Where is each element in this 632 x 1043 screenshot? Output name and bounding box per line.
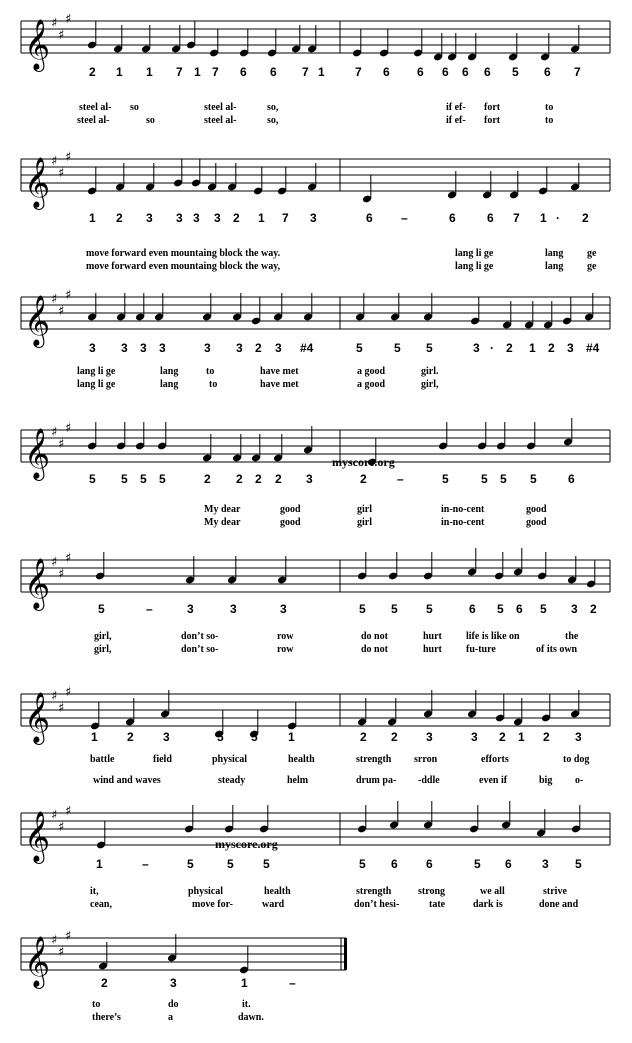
sharp-key-signature: ♯ — [65, 12, 72, 27]
jianpu-note: 7 — [355, 65, 362, 79]
jianpu-note: 3 — [471, 730, 478, 744]
lyric-syllable: so — [146, 115, 155, 126]
sharp-key-signature: ♯ — [58, 945, 65, 960]
jianpu-note: 2 — [204, 472, 211, 486]
jianpu-note: #4 — [586, 341, 600, 355]
jianpu-note: 3 — [121, 341, 128, 355]
jianpu-note: 7 — [513, 211, 520, 225]
jianpu-note: 2 — [360, 472, 367, 486]
jianpu-note: 6 — [487, 211, 494, 225]
lyric-syllable: fu-ture — [466, 644, 496, 655]
jianpu-note: 6 — [505, 857, 512, 871]
lyric-syllable: lang — [160, 366, 179, 377]
jianpu-note: 6 — [516, 602, 523, 616]
lyric-syllable: a good — [357, 379, 386, 390]
lyric-syllable: lang — [545, 261, 564, 272]
lyric-syllable: efforts — [481, 754, 509, 765]
jianpu-note: 5 — [359, 857, 366, 871]
staff-system — [21, 929, 347, 989]
lyric-syllable: if ef- — [446, 115, 466, 126]
sharp-key-signature: ♯ — [51, 689, 58, 704]
lyric-syllable: strong — [418, 886, 446, 897]
jianpu-note: 5 — [391, 602, 398, 616]
lyric-syllable: hurt — [423, 644, 442, 655]
sharp-key-signature: ♯ — [65, 804, 72, 819]
lyric-syllable: My dear — [204, 504, 241, 515]
lyric-syllable: srron — [414, 754, 438, 765]
lyric-syllable: to — [209, 379, 218, 390]
staff-system — [21, 801, 610, 864]
lyric-syllable: steel al- — [79, 102, 112, 113]
treble-clef: 𝄞 — [24, 428, 51, 479]
lyric-syllable: don’t hesi- — [354, 899, 400, 910]
lyric-syllable: even if — [479, 775, 508, 786]
lyric-syllable: good — [526, 504, 547, 515]
sharp-key-signature: ♯ — [65, 150, 72, 165]
jianpu-note: 6 — [449, 211, 456, 225]
lyric-syllable: o- — [575, 775, 584, 786]
jianpu-note: – — [146, 602, 153, 616]
lyric-syllable: move for- — [192, 899, 233, 910]
lyric-syllable: girl, — [94, 644, 112, 655]
jianpu-note: 1 — [146, 65, 153, 79]
jianpu-note: 6 — [417, 65, 424, 79]
lyric-syllable: so, — [267, 115, 279, 126]
watermark: myscore.org — [215, 837, 278, 851]
jianpu-note: 3 — [280, 602, 287, 616]
lyric-syllable: fort — [484, 102, 501, 113]
lyric-syllable: lang li ge — [77, 366, 116, 377]
sharp-key-signature: ♯ — [65, 929, 72, 944]
jianpu-note: 5 — [540, 602, 547, 616]
jianpu-note: 5 — [474, 857, 481, 871]
lyric-syllable: tate — [429, 899, 446, 910]
lyric-syllable: of its own — [536, 644, 578, 655]
jianpu-note: 7 — [212, 65, 219, 79]
jianpu-note: 2 — [391, 730, 398, 744]
treble-clef: 𝄞 — [24, 558, 51, 609]
lyric-syllable: girl. — [421, 366, 439, 377]
jianpu-note: 1 — [91, 730, 98, 744]
lyric-syllable: battle — [90, 754, 115, 765]
lyric-syllable: girl, — [94, 631, 112, 642]
lyric-syllable: dark is — [473, 899, 503, 910]
lyric-syllable: wind and waves — [93, 775, 161, 786]
jianpu-note: 3 — [310, 211, 317, 225]
lyric-syllable: girl — [357, 517, 372, 528]
jianpu-note: 2 — [543, 730, 550, 744]
lyric-syllable: it. — [242, 999, 251, 1010]
lyric-syllable: so, — [267, 102, 279, 113]
lyric-syllable: steel al- — [204, 102, 237, 113]
jianpu-note: 6 — [366, 211, 373, 225]
lyric-syllable: row — [277, 631, 294, 642]
lyric-syllable: cean, — [90, 899, 112, 910]
jianpu-note: 5 — [356, 341, 363, 355]
sharp-key-signature: ♯ — [65, 421, 72, 436]
jianpu-note: 1 — [241, 976, 248, 990]
jianpu-note: 6 — [469, 602, 476, 616]
jianpu-note: 6 — [462, 65, 469, 79]
lyric-syllable: good — [526, 517, 547, 528]
lyric-syllable: My dear — [204, 517, 241, 528]
jianpu-note: 5 — [359, 602, 366, 616]
jianpu-note: 5 — [481, 472, 488, 486]
jianpu-note: 5 — [497, 602, 504, 616]
jianpu-note: 5 — [394, 341, 401, 355]
jianpu-note: 5 — [159, 472, 166, 486]
sharp-key-signature: ♯ — [51, 808, 58, 823]
jianpu-note: 6 — [544, 65, 551, 79]
jianpu-note: 7 — [302, 65, 309, 79]
jianpu-note: 2 — [275, 472, 282, 486]
jianpu-note: 5 — [442, 472, 449, 486]
treble-clef: 𝄞 — [24, 936, 51, 987]
sharp-key-signature: ♯ — [58, 820, 65, 835]
staff-system — [21, 12, 610, 72]
lyric-syllable: lang li ge — [77, 379, 116, 390]
jianpu-note: – — [397, 472, 404, 486]
lyric-syllable: row — [277, 644, 294, 655]
jianpu-note: 2 — [499, 730, 506, 744]
jianpu-note: 3 — [542, 857, 549, 871]
jianpu-note: 5 — [500, 472, 507, 486]
jianpu-note: – — [142, 857, 149, 871]
jianpu-note: 3 — [204, 341, 211, 355]
sharp-key-signature: ♯ — [51, 154, 58, 169]
lyric-syllable: we all — [480, 886, 505, 897]
lyric-syllable: don’t so- — [181, 644, 219, 655]
jianpu-note: 2 — [127, 730, 134, 744]
sharp-key-signature: ♯ — [58, 437, 65, 452]
jianpu-note: 2 — [548, 341, 555, 355]
jianpu-note: 5 — [512, 65, 519, 79]
lyric-syllable: lang li ge — [455, 261, 494, 272]
treble-clef: 𝄞 — [24, 19, 51, 70]
jianpu-note: 3 — [176, 211, 183, 225]
jianpu-note: 3 — [306, 472, 313, 486]
jianpu-note: 1 — [529, 341, 536, 355]
jianpu-note: 3 — [146, 211, 153, 225]
treble-clef: 𝄞 — [24, 157, 51, 208]
lyric-syllable: field — [153, 754, 172, 765]
lyric-syllable: ge — [587, 261, 597, 272]
jianpu-note: 2 — [582, 211, 589, 225]
sharp-key-signature: ♯ — [51, 933, 58, 948]
jianpu-note: 5 — [140, 472, 147, 486]
jianpu-note: 1 — [194, 65, 201, 79]
treble-clef: 𝄞 — [24, 295, 51, 346]
lyric-syllable: to dog — [563, 754, 590, 765]
jianpu-note: – — [289, 976, 296, 990]
jianpu-note: 3 — [159, 341, 166, 355]
lyric-syllable: ward — [262, 899, 285, 910]
jianpu-note: 1 — [96, 857, 103, 871]
jianpu-note: 5 — [575, 857, 582, 871]
jianpu-note: 5 — [187, 857, 194, 871]
lyric-syllable: physical — [212, 754, 248, 765]
jianpu-note: 5 — [98, 602, 105, 616]
jianpu-note: 7 — [176, 65, 183, 79]
jianpu-note: 3 — [473, 341, 480, 355]
lyric-syllable: move forward even mountaing block the way. — [86, 248, 281, 259]
sharp-key-signature: ♯ — [51, 292, 58, 307]
jianpu-note: 2 — [255, 341, 262, 355]
lyric-syllable: lang — [545, 248, 564, 259]
sharp-key-signature: ♯ — [51, 555, 58, 570]
jianpu-note: 7 — [282, 211, 289, 225]
jianpu-note: · — [490, 341, 494, 355]
treble-clef: 𝄞 — [24, 692, 51, 743]
jianpu-note: 1 — [518, 730, 525, 744]
lyric-syllable: to — [206, 366, 215, 377]
lyric-syllable: it, — [90, 886, 99, 897]
jianpu-note: · — [556, 211, 560, 225]
sharp-key-signature: ♯ — [51, 425, 58, 440]
treble-clef: 𝄞 — [24, 811, 51, 862]
lyric-syllable: helm — [287, 775, 309, 786]
jianpu-note: 3 — [236, 341, 243, 355]
sharp-key-signature: ♯ — [58, 166, 65, 181]
lyric-syllable: to — [545, 115, 554, 126]
jianpu-note: 5 — [530, 472, 537, 486]
jianpu-note: – — [401, 211, 408, 225]
final-barline — [344, 938, 347, 970]
lyric-syllable: dawn. — [238, 1012, 264, 1023]
lyric-syllable: a — [168, 1012, 173, 1023]
jianpu-note: 3 — [193, 211, 200, 225]
jianpu-note: 6 — [484, 65, 491, 79]
jianpu-note: 6 — [568, 472, 575, 486]
jianpu-note: 3 — [187, 602, 194, 616]
jianpu-note: #4 — [300, 341, 314, 355]
lyric-syllable: to — [545, 102, 554, 113]
jianpu-note: 2 — [590, 602, 597, 616]
lyric-syllable: do not — [361, 644, 388, 655]
jianpu-note: 3 — [567, 341, 574, 355]
jianpu-note: 5 — [121, 472, 128, 486]
jianpu-note: 5 — [89, 472, 96, 486]
jianpu-note: 3 — [163, 730, 170, 744]
staff-system — [21, 288, 610, 348]
lyric-syllable: so — [130, 102, 139, 113]
lyric-syllable: strength — [356, 886, 392, 897]
jianpu-note: 6 — [383, 65, 390, 79]
lyric-syllable: if ef- — [446, 102, 466, 113]
jianpu-note: 3 — [575, 730, 582, 744]
sharp-key-signature: ♯ — [51, 16, 58, 31]
lyric-syllable: good — [280, 517, 301, 528]
jianpu-note: 1 — [540, 211, 547, 225]
jianpu-note: 3 — [140, 341, 147, 355]
jianpu-note: 2 — [506, 341, 513, 355]
lyric-syllable: a good — [357, 366, 386, 377]
lyric-syllable: health — [264, 886, 291, 897]
lyric-syllable: do — [168, 999, 179, 1010]
lyric-syllable: steady — [218, 775, 246, 786]
lyric-syllable: lang li ge — [455, 248, 494, 259]
jianpu-note: 6 — [270, 65, 277, 79]
lyric-syllable: do not — [361, 631, 388, 642]
lyric-syllable: strive — [543, 886, 567, 897]
jianpu-note: 5 — [251, 730, 258, 744]
jianpu-note: 1 — [318, 65, 325, 79]
jianpu-note: 3 — [275, 341, 282, 355]
lyric-syllable: there’s — [92, 1012, 121, 1023]
sharp-key-signature: ♯ — [65, 551, 72, 566]
jianpu-note: 1 — [258, 211, 265, 225]
staff-system — [21, 418, 610, 481]
lyric-syllable: good — [280, 504, 301, 515]
watermark: myscore.org — [332, 455, 395, 469]
jianpu-note: 2 — [236, 472, 243, 486]
lyric-syllable: done and — [539, 899, 579, 910]
jianpu-note: 6 — [442, 65, 449, 79]
lyric-syllable: hurt — [423, 631, 442, 642]
lyric-syllable: life is like on — [466, 631, 520, 642]
jianpu-note: 5 — [426, 341, 433, 355]
jianpu-note: 3 — [89, 341, 96, 355]
jianpu-note: 1 — [116, 65, 123, 79]
jianpu-note: 2 — [101, 976, 108, 990]
lyric-syllable: girl — [357, 504, 372, 515]
jianpu-note: 5 — [227, 857, 234, 871]
lyric-syllable: the — [565, 631, 579, 642]
jianpu-note: 3 — [571, 602, 578, 616]
lyric-syllable: drum pa- — [356, 775, 397, 786]
lyric-syllable: girl, — [421, 379, 439, 390]
jianpu-note: 1 — [89, 211, 96, 225]
jianpu-note: 5 — [263, 857, 270, 871]
jianpu-note: 6 — [240, 65, 247, 79]
jianpu-note: 3 — [426, 730, 433, 744]
jianpu-note: 2 — [360, 730, 367, 744]
lyric-syllable: health — [288, 754, 315, 765]
lyric-syllable: steel al- — [77, 115, 110, 126]
jianpu-note: 3 — [214, 211, 221, 225]
jianpu-note: 2 — [116, 211, 123, 225]
staff-system — [21, 150, 610, 210]
lyric-syllable: big — [539, 775, 553, 786]
jianpu-note: 3 — [230, 602, 237, 616]
jianpu-note: 7 — [574, 65, 581, 79]
lyric-syllable: fort — [484, 115, 501, 126]
jianpu-note: 6 — [426, 857, 433, 871]
lyric-syllable: strength — [356, 754, 392, 765]
lyric-syllable: -ddle — [418, 775, 440, 786]
sharp-key-signature: ♯ — [58, 701, 65, 716]
jianpu-note: 2 — [255, 472, 262, 486]
sharp-key-signature: ♯ — [65, 288, 72, 303]
jianpu-note: 5 — [217, 730, 224, 744]
lyric-syllable: steel al- — [204, 115, 237, 126]
lyric-syllable: have met — [260, 379, 299, 390]
jianpu-note: 5 — [426, 602, 433, 616]
lyric-syllable: physical — [188, 886, 224, 897]
lyric-syllable: don’t so- — [181, 631, 219, 642]
lyric-syllable: in-no-cent — [441, 517, 485, 528]
lyric-syllable: move forward even mountaing block the way, — [86, 261, 281, 272]
sharp-key-signature: ♯ — [65, 685, 72, 700]
jianpu-note: 2 — [89, 65, 96, 79]
sharp-key-signature: ♯ — [58, 28, 65, 43]
lyric-syllable: ge — [587, 248, 597, 259]
jianpu-note: 2 — [233, 211, 240, 225]
jianpu-note: 1 — [288, 730, 295, 744]
lyric-syllable: have met — [260, 366, 299, 377]
sharp-key-signature: ♯ — [58, 304, 65, 319]
jianpu-note: 6 — [391, 857, 398, 871]
lyric-syllable: to — [92, 999, 101, 1010]
lyric-syllable: in-no-cent — [441, 504, 485, 515]
jianpu-note: 3 — [170, 976, 177, 990]
sharp-key-signature: ♯ — [58, 567, 65, 582]
lyric-syllable: lang — [160, 379, 179, 390]
